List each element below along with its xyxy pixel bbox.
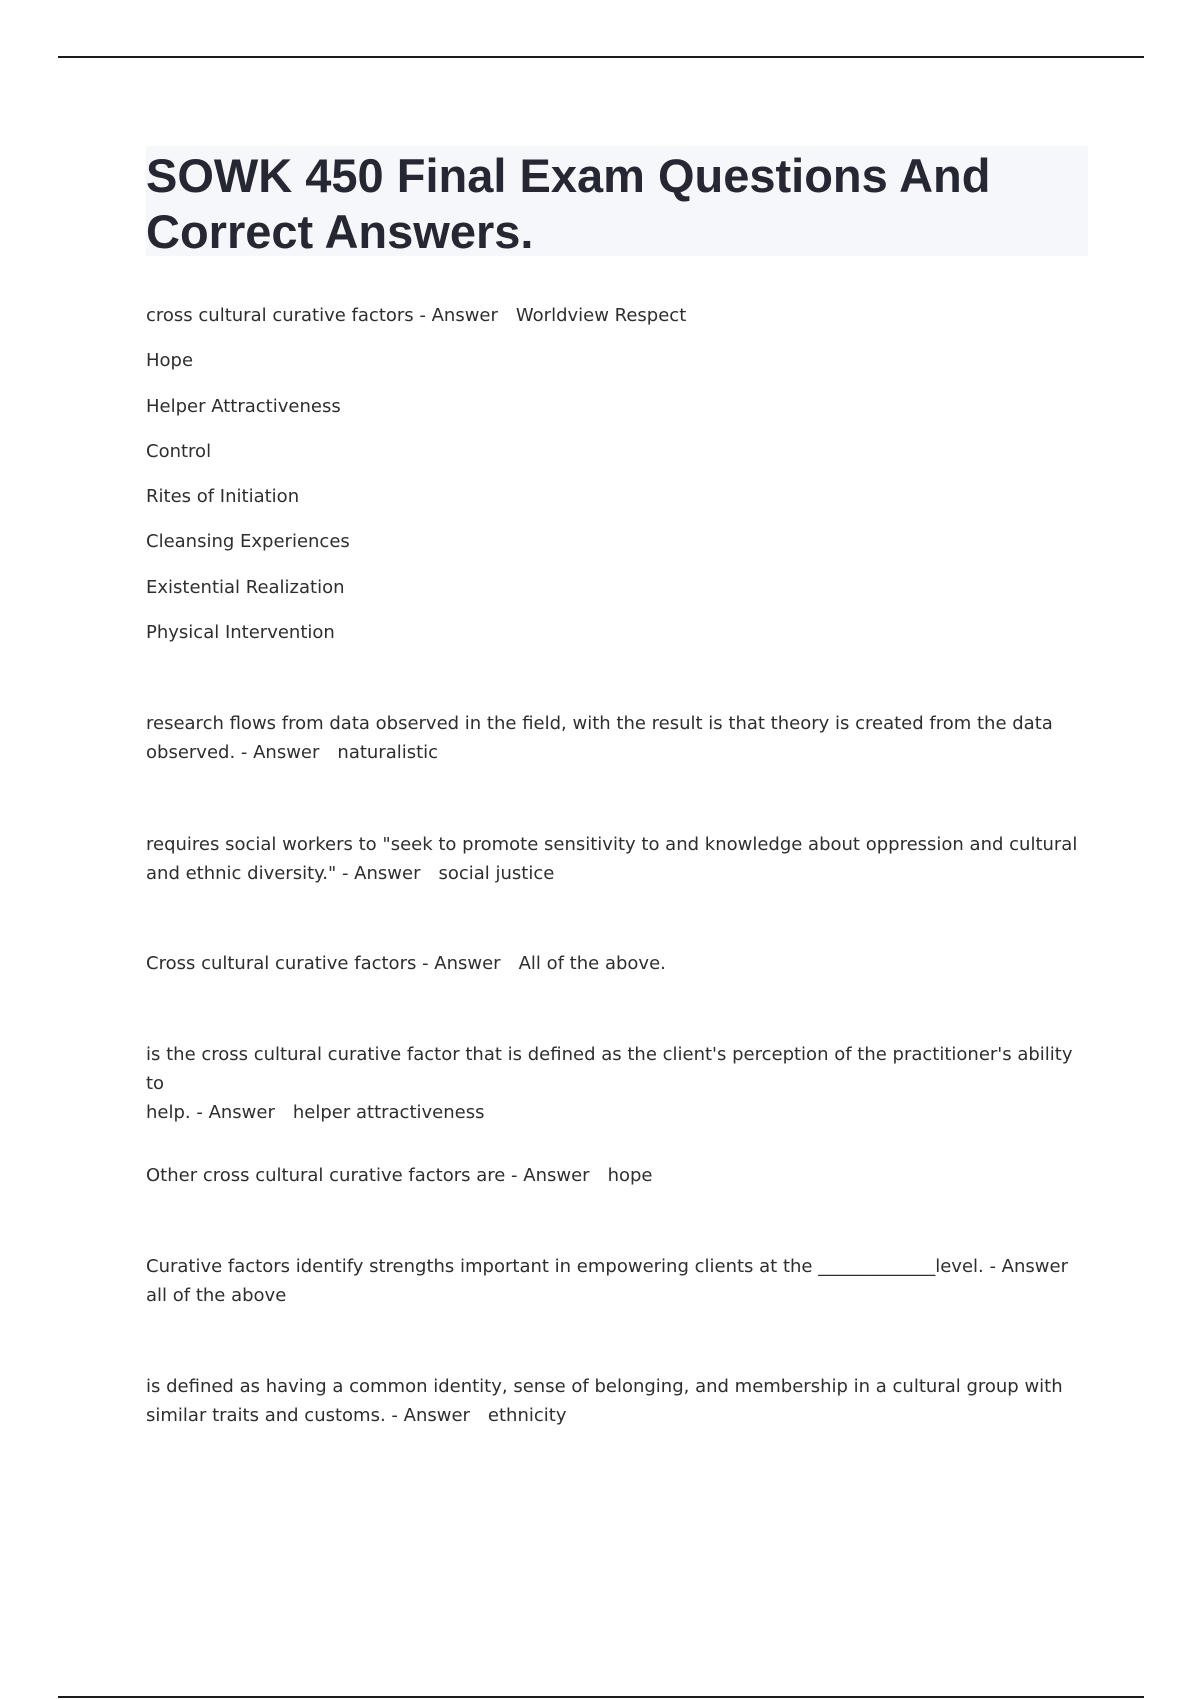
answer-line: Cleansing Experiences <box>146 531 350 552</box>
question-text: Curative factors identify strengths important in empowering clients at the _____________level. - Answer <box>146 1256 1068 1277</box>
title-box <box>146 146 1088 256</box>
question-text: observed. - Answer <box>146 742 320 763</box>
answer-text: Worldview Respect <box>515 305 687 326</box>
question-text: similar traits and customs. - Answer <box>146 1405 470 1426</box>
qa-item-7 <box>146 1252 1096 1310</box>
question-text: is the cross cultural curative factor that is defined as the client's perception of the practitioner's ability to <box>146 1044 1073 1094</box>
qa-item-8 <box>146 1372 1096 1430</box>
answer-text: helper attractiveness <box>292 1102 485 1123</box>
qa-item-2 <box>146 709 1096 767</box>
top-rule <box>58 56 1144 58</box>
bottom-rule <box>58 1696 1144 1698</box>
question-text: is defined as having a common identity, sense of belonging, and membership in a cultural group with <box>146 1376 1063 1397</box>
answer-line: Rites of Initiation <box>146 486 300 507</box>
qa-item-4 <box>146 953 666 975</box>
question-text: and ethnic diversity." - Answer <box>146 863 421 884</box>
question-text: research flows from data observed in the field, with the result is that theory is created from the data <box>146 713 1053 734</box>
answer-text: social justice <box>438 863 555 884</box>
answer-line: Helper Attractiveness <box>146 396 341 417</box>
answer-text: all of the above <box>146 1285 287 1306</box>
question-text: Cross cultural curative factors - Answer <box>146 953 501 974</box>
answer-text: All of the above. <box>518 953 666 974</box>
answer-line: Physical Intervention <box>146 622 335 643</box>
question-text: cross cultural curative factors - Answer <box>146 305 498 326</box>
qa-item-6 <box>146 1165 653 1187</box>
page-title: SOWK 450 Final Exam Questions And Correct Answers. <box>146 149 991 258</box>
answer-line: Hope <box>146 350 194 371</box>
answer-line: Existential Realization <box>146 577 345 598</box>
answer-text: ethnicity <box>487 1405 567 1426</box>
question-text: Other cross cultural curative factors are - Answer <box>146 1165 590 1186</box>
question-text: help. - Answer <box>146 1102 275 1123</box>
qa-item-5 <box>146 1040 1096 1127</box>
answer-text: hope <box>607 1165 653 1186</box>
answer-text: naturalistic <box>337 742 439 763</box>
qa-item-1 <box>146 305 686 327</box>
question-text: requires social workers to "seek to promote sensitivity to and knowledge about oppression and cultural <box>146 834 1078 855</box>
qa-item-3 <box>146 830 1096 888</box>
answer-line: Control <box>146 441 212 462</box>
